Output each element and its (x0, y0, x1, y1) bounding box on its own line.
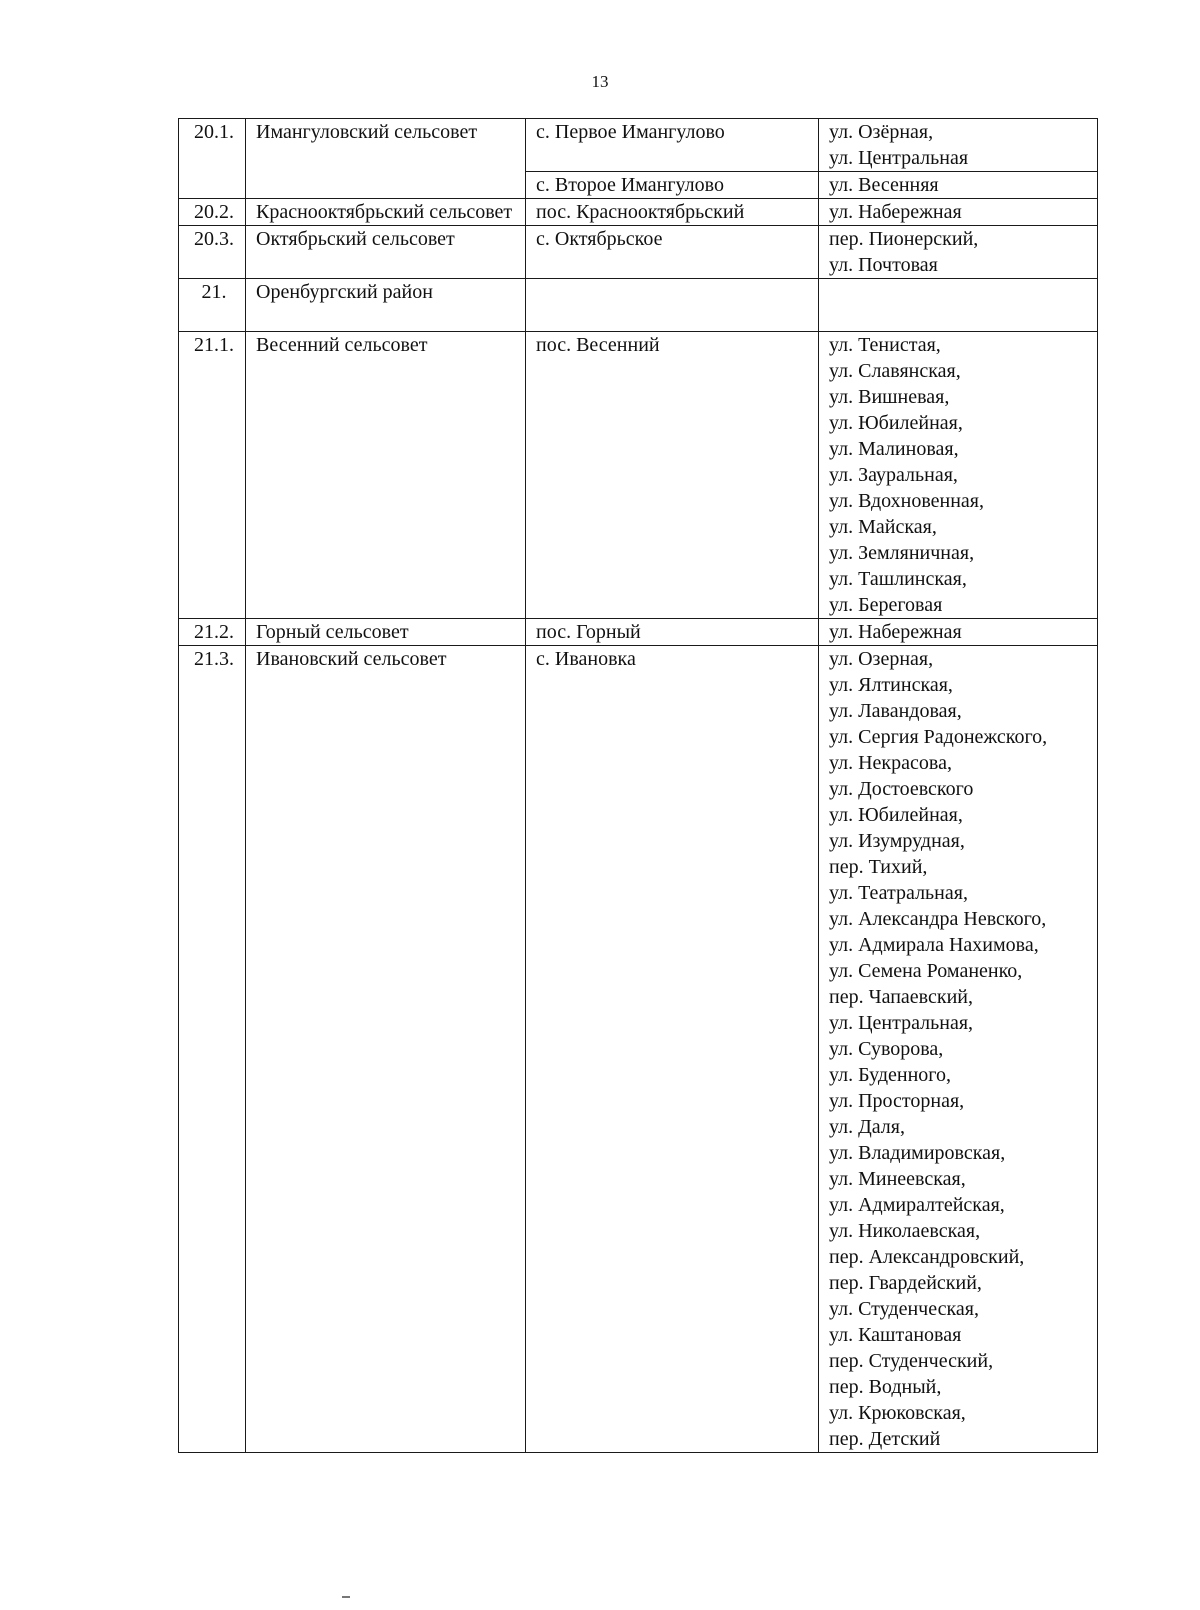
street-item: ул. Юбилейная, (829, 412, 963, 434)
row-number: 21.2. (179, 619, 246, 646)
row-number: 21.1. (179, 332, 246, 619)
street-item: ул. Вдохновенная, (829, 490, 985, 512)
page-number: 13 (591, 72, 609, 91)
street-item: ул. Центральная (829, 147, 969, 169)
street-item: пер. Водный, (829, 1376, 942, 1398)
street-item: пер. Александровский, (829, 1246, 1025, 1268)
streets-cell (819, 226, 1098, 279)
street-item: ул. Земляничная, (829, 542, 975, 564)
street-item: пер. Гвардейский, (829, 1272, 982, 1294)
street-item: ул. Просторная, (829, 1090, 965, 1112)
street-item: ул. Крюковская, (829, 1402, 966, 1424)
street-item: пер. Тихий, (829, 856, 928, 878)
scan-mark (342, 1596, 350, 1598)
street-item: ул. Ташлинская, (829, 568, 967, 590)
street-item: пер. Чапаевский, (829, 986, 973, 1008)
street-item: ул. Славянская, (829, 360, 961, 382)
council-cell: Оренбургский район (246, 279, 526, 332)
street-item: ул. Набережная (829, 201, 962, 223)
street-item: ул. Майская, (829, 516, 937, 538)
street-item: ул. Береговая (829, 594, 943, 616)
street-item: ул. Адмирала Нахимова, (829, 934, 1039, 956)
table-row (179, 199, 1098, 226)
street-item: ул. Почтовая (829, 254, 938, 276)
council-cell: Октябрьский сельсовет (246, 226, 526, 279)
street-item: ул. Суворова, (829, 1038, 944, 1060)
settlement-cell: с. Ивановка (526, 646, 819, 1453)
street-item: ул. Студенческая, (829, 1298, 979, 1320)
table-row (179, 619, 1098, 646)
streets-cell (819, 619, 1098, 646)
council-cell: Горный сельсовет (246, 619, 526, 646)
street-item: ул. Достоевского (829, 778, 974, 800)
street-item: ул. Ялтинская, (829, 674, 953, 696)
council-cell: Краснооктябрьский сельсовет (246, 199, 526, 226)
table-row (179, 646, 1098, 1453)
street-item: ул. Озерная, (829, 648, 934, 670)
table-body (179, 119, 1098, 1453)
row-number: 21. (179, 279, 246, 332)
streets-cell (819, 119, 1098, 172)
street-item: ул. Адмиралтейская, (829, 1194, 1005, 1216)
settlement-cell: с. Второе Имангулово (526, 172, 819, 199)
council-cell: Весенний сельсовет (246, 332, 526, 619)
settlement-cell: пос. Горный (526, 619, 819, 646)
street-item: ул. Вишневая, (829, 386, 950, 408)
street-item: ул. Театральная, (829, 882, 968, 904)
settlement-cell: с. Октябрьское (526, 226, 819, 279)
street-item: ул. Набережная (829, 621, 962, 643)
street-item: ул. Некрасова, (829, 752, 952, 774)
streets-cell (819, 646, 1098, 1453)
streets-cell (819, 199, 1098, 226)
street-item: ул. Юбилейная, (829, 804, 963, 826)
table-row (179, 226, 1098, 279)
street-item: ул. Весенняя (829, 174, 939, 196)
street-item: ул. Николаевская, (829, 1220, 981, 1242)
street-item: ул. Буденного, (829, 1064, 951, 1086)
table-row (179, 119, 1098, 172)
street-item: ул. Александра Невского, (829, 908, 1047, 930)
street-item: ул. Тенистая, (829, 334, 941, 356)
row-number: 20.1. (179, 119, 246, 199)
streets-cell (819, 172, 1098, 199)
street-item: ул. Центральная, (829, 1012, 974, 1034)
settlement-cell: пос. Весенний (526, 332, 819, 619)
street-item: ул. Лавандовая, (829, 700, 962, 722)
street-item: ул. Минеевская, (829, 1168, 966, 1190)
row-number: 20.3. (179, 226, 246, 279)
street-item: пер. Пионерский, (829, 228, 979, 250)
row-number: 20.2. (179, 199, 246, 226)
settlement-cell: пос. Краснооктябрьский (526, 199, 819, 226)
street-item: ул. Малиновая, (829, 438, 959, 460)
street-item: ул. Каштановая (829, 1324, 962, 1346)
street-item: ул. Владимировская, (829, 1142, 1006, 1164)
street-item: ул. Зауральная, (829, 464, 958, 486)
row-number: 21.3. (179, 646, 246, 1453)
streets-cell (819, 279, 1098, 332)
settlement-cell: с. Первое Имангулово (526, 119, 819, 172)
council-cell: Имангуловский сельсовет (246, 119, 526, 199)
street-item: ул. Семена Романенко, (829, 960, 1023, 982)
street-item: ул. Сергия Радонежского, (829, 726, 1048, 748)
street-item: пер. Студенческий, (829, 1350, 994, 1372)
settlement-cell (526, 279, 819, 332)
street-item: пер. Детский (829, 1428, 941, 1450)
table-row (179, 332, 1098, 619)
street-item: ул. Изумрудная, (829, 830, 965, 852)
table-row (179, 279, 1098, 332)
streets-cell (819, 332, 1098, 619)
street-item: ул. Озёрная, (829, 121, 934, 143)
settlements-table (178, 118, 1098, 1453)
council-cell: Ивановский сельсовет (246, 646, 526, 1453)
street-item: ул. Даля, (829, 1116, 905, 1138)
